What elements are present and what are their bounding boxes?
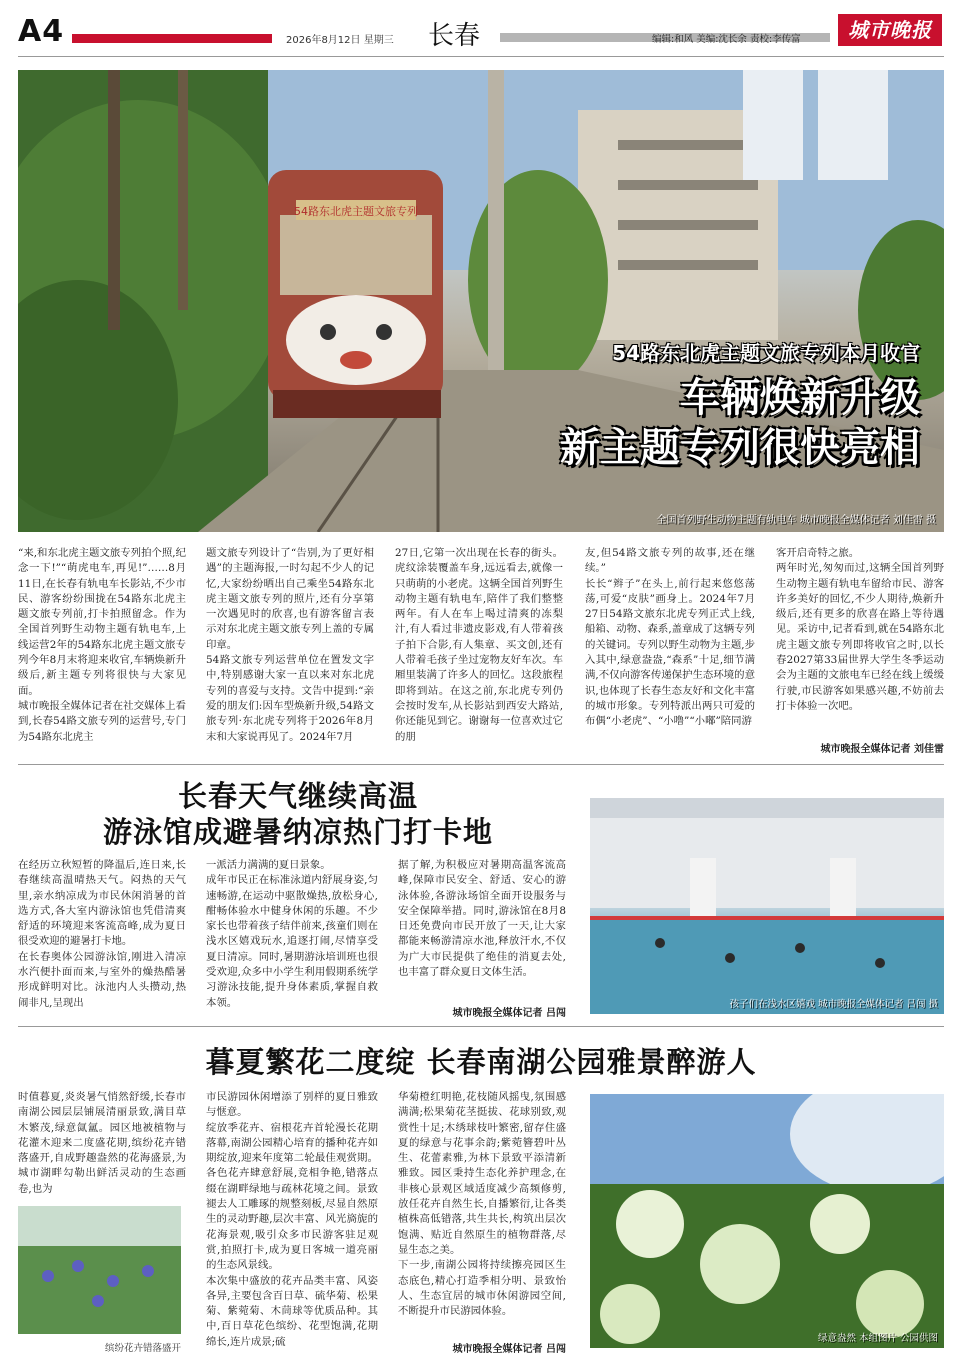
story1-headline-line2: 新主题专列很快亮相: [560, 425, 920, 471]
flower-photo-large: [590, 1094, 944, 1348]
story3-byline: 城市晚报全媒体记者 吕闯: [452, 1344, 566, 1355]
story1-column-3: 27日,它第一次出现在长春的街头。虎纹涂装覆盖车身,远远看去,就像一只萌萌的小老虎。这辆全国首列野生动物主题有轨电车,陪伴了我们整整两年。有人在车上喝过清爽的冻梨汁,有人看过非遗皮影戏,有人带着孩子拍下合影,有人集章、买文创,还有人带着毛孩子坐过宠物友好车次。车厢里装满了许多人的回忆。这段旅程即将到站。在这之前,东北虎专列仍会按时发车,从长影站到西安大路站,你还能见到它。谢谢每一位喜欢过它的朋: [395, 547, 563, 743]
story1-column-2: 题文旅专列设计了“告别,为了更好相遇”的主题海报,一时勾起不少人的记忆,大家纷纷晒出自己乘坐54路东北虎主题文旅专列的照片,还有分享第一次遇见时的欣喜,也有游客留言表示对东北虎主题文旅专列上盖的专属印章。 54路文旅专列运营单位在置发文字中,特别感谢大家一直以来对东北虎专列的喜爱与支持。文告中提到:“亲爱的朋友们:因车型焕新升级,54路文旅专列·东北虎专列将于2026年8月末和大家说再见了。2024年7月: [206, 547, 374, 743]
section-rule-2: [18, 1026, 944, 1027]
issue-date: 2026年8月12日 星期三: [286, 35, 394, 46]
story2-byline: 城市晚报全媒体记者 吕闯: [452, 1008, 566, 1019]
story1-column-5: 客开启奇特之旅。 两年时光,匆匆而过,这辆全国首列野生动物主题有轨电车留给市民、游客许多美好的回忆,不少人期待,焕新升级后,还有更多的欣喜在路上等待遇见。采访中,记者看到,就在54路东北虎主题文旅专列即将收官之时,以长春2027第33届世界大学生冬季运动会为主题的文旅电车已经在线上缓缓行驶,市民游客如果感兴趣,不妨前去打卡体验一次吧。: [776, 547, 944, 712]
story3-photo-caption-large: 绿意盎然 本组图片 公园供图: [817, 1333, 938, 1344]
section-rule-1: [18, 764, 944, 765]
story1-column-4: 友,但54路文旅专列的故事,还在继续。” 长长“辫子”在头上,前行起来悠悠荡荡,可爱“皮肤”画身上。2024年7月27日54路文旅东北虎专列正式上线,船箱、动物、森系,盖章成了这辆专列的关键词。专列以野生动物为主题,步入其中,绿意盎盎,“森系”十足,细节满满,不仅向游客传递保护生态环境的意识,也体现了长春生态友好和文化丰富的城市形象。专列特派出两只可爱的布偶“小老虎”、“小噜”“小嘟”陪同游: [585, 547, 755, 728]
tram-destination-sign: 54路东北虎主题文旅专列: [294, 205, 418, 218]
story3-column-2: 市民游园休闲增添了别样的夏日雅致与惬意。 绽放季花卉、宿根花卉首轮漫长花期落幕,南湖公园精心培育的播种花卉如期绽放,迎来年度第二轮最佳观赏期。各色花卉肆意舒展,竞相争艳,错落点缀在湖畔绿地与疏林花境之间。景致褪去人工雕琢的规整刻板,尽显自然原生的灵动野趣,层次丰富、风光旖旎的花海景观,吸引众多市民游客驻足观赏,拍照打卡,成为夏日客城一道亮丽的生态风景线。 本次集中盛放的花卉品类丰富、风姿各异,主要包含百日草、硫华菊、松果菊、紫菀菊、木茼球等优质品种。其中,百日草花色缤纷、花型饱满,花期绵长,连片成景;硫: [206, 1091, 378, 1348]
hydrangea-illustration: [590, 1094, 944, 1348]
story1-headline-line1: 车辆焕新升级: [680, 375, 920, 421]
story2-column-2: 一派活力满满的夏日景象。 成年市民正在标准泳道内舒展身姿,匀速畅游,在运动中驱散燥热,放松身心,酣畅体验水中健身休闲的乐趣。不少家长也带着孩子结伴前来,孩童们则在浅水区嬉戏玩水,追逐打闹,尽情享受夏日清凉。同时,暑期游泳培训班也很受欢迎,众多中小学生利用假期系统学习游泳技能,提升身体素质,掌握自救本领。: [206, 859, 378, 1009]
page-number: A4: [18, 14, 65, 49]
newspaper-logo: 城市晚报: [838, 14, 942, 46]
story1-photo-caption: 全国首列野生动物主题有轨电车 城市晚报全媒体记者 刘佳雷 摄: [656, 515, 936, 526]
story1-byline: 城市晚报全媒体记者 刘佳雷: [820, 744, 944, 755]
story2-headline-line2: 游泳馆成避暑纳凉热门打卡地: [102, 815, 493, 849]
flower-photo-small: [18, 1206, 181, 1334]
story3-headline: 暮夏繁花二度绽 长春南湖公园雅景醉游人: [205, 1045, 757, 1079]
story3-column-3: 华菊橙红明艳,花枝随风摇曳,氛围感满满;松果菊花茎挺拔、花球别致,观赏性十足;木绣球枝叶繁密,留存住盛夏的绿意与花事余韵;紫菀簪碧叶丛生、花蕾素雅,为林下景致平添清新雅致。园区秉持生态化养护理念,在非核心景观区域适度减少高频修剪,放任花卉自然生长,自播繁衍,让各类植株高低错落,共生共长,构筑出层次饱满、贴近自然原生的植物群落,尽显生态之美。 下一步,南湖公园将持续擦亮园区生态底色,精心打造季相分明、景致怡人、生态宜居的城市休闲游园空间,不断提升市民游园体验。: [398, 1091, 566, 1318]
story1-column-1: “来,和东北虎主题文旅专列拍个照,纪念一下!”“萌虎电车,再见!”……8月11日,在长春有轨电车长影站,不少市民、游客纷纷围拢在54路东北虎主题文旅专列前,打卡拍照留念。作为全国首列野生动物主题有轨电车,上线运营2年的54路东北虎主题文旅专列今年8月末将迎来收官,车辆焕新升级后,新主题专列将很快与大家见面。 城市晚报全媒体记者在社交媒体上看到,长春54路文旅专列的运营号,专门为54路东北虎主: [18, 547, 186, 743]
story2-column-1: 在经历立秋短暂的降温后,连日来,长春继续高温晴热天气。闷热的天气里,亲水纳凉成为市民休闲消暑的首选方式,各大室内游泳馆也凭借清爽舒适的环境迎来客流高峰,成为夏日很受欢迎的避暑打卡地。 在长春奥体公园游泳馆,刚进入清凉水汽便扑面而来,与室外的燥热酷暑形成鲜明对比。泳池内人头攒动,热闹非凡,呈现出: [18, 859, 186, 1009]
story1-kicker: 54路东北虎主题文旅专列本月收官: [612, 341, 920, 365]
story3-column-1: 时值暮夏,炎炎暑气悄然舒缓,长春市南湖公园层层铺展清丽景致,满目草木繁茂,绿意氤氲。园区地被植物与花灌木迎来二度盛花期,缤纷花卉错落盛开,自成野趣盎然的花海盛景,为城市湖畔勾勒出鲜活灵动的生态画卷,也为: [18, 1091, 186, 1195]
header-red-bar: [72, 34, 272, 43]
story2-headline-line1: 长春天气继续高温: [177, 779, 418, 813]
story2-column-3: 据了解,为积极应对暑期高温客流高峰,保障市民安全、舒适、安心的游泳体验,各游泳场馆全面开设服务与安全保障举措。同时,游泳馆在8月8日还免费向市民开放了一天,让大家都能来畅游清凉水池,释放汗水,不仅为广大市民提供了绝佳的消夏去处,也丰富了群众夏日文体生活。: [398, 859, 566, 979]
swimming-pool-photo: [590, 798, 944, 1014]
header-rule: [18, 56, 944, 57]
pool-scene-illustration: [590, 798, 944, 1014]
tram-photo: [18, 70, 944, 532]
section-name: 长春: [428, 21, 481, 51]
purple-flowers-illustration: [18, 1206, 181, 1334]
story2-photo-caption: 孩子们在浅水区嬉戏 城市晚报全媒体记者 吕闯 摄: [729, 999, 938, 1010]
editor-credits: 编辑:和风 美编:沈长余 责校:李传富: [652, 34, 801, 45]
story3-photo-caption-small: 缤纷花卉错落盛开: [104, 1343, 181, 1354]
